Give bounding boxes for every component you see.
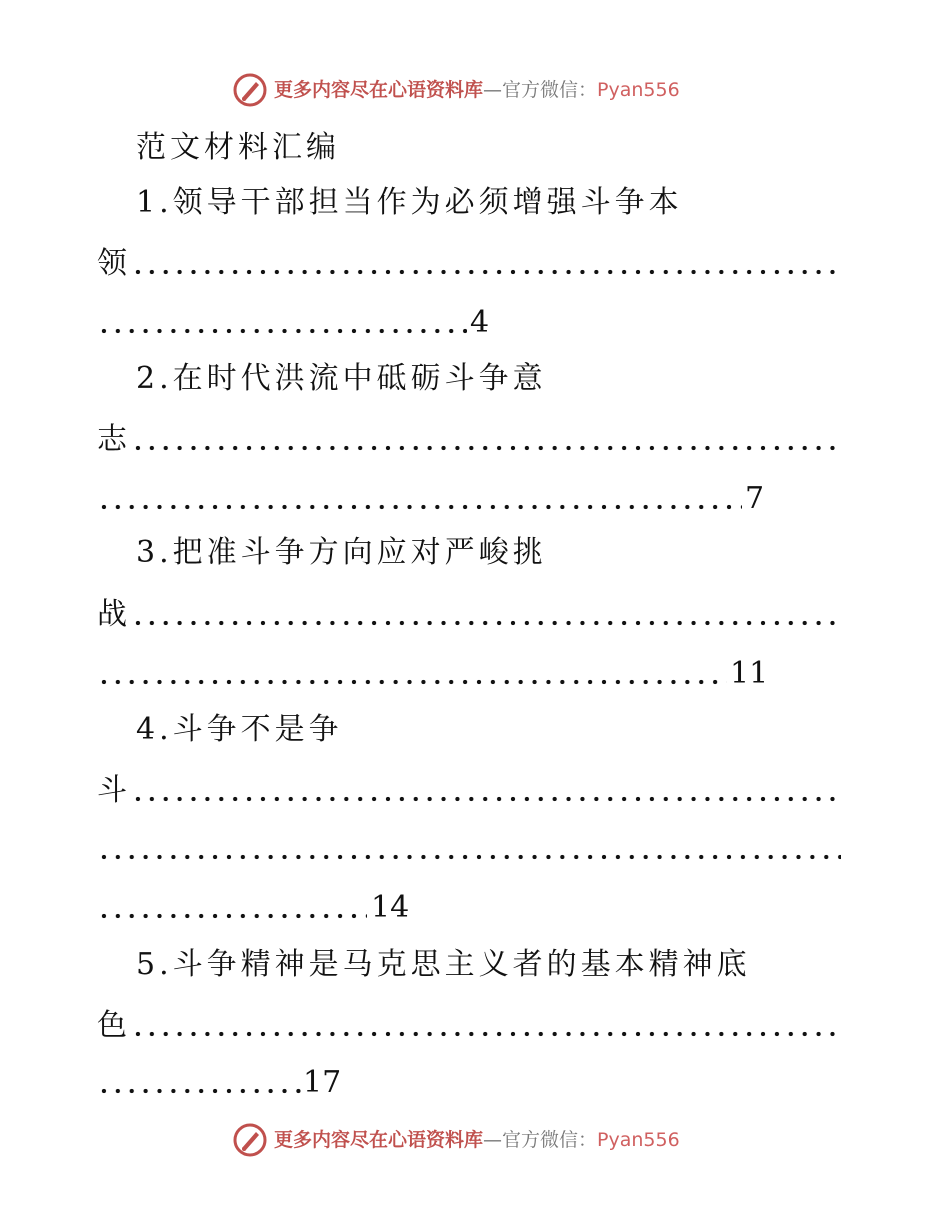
toc-entry-2-heading: 2.在时代洪流中砥砺斗争意 xyxy=(136,361,547,396)
toc-entry-3-heading: 3.把准斗争方向应对严峻挑 xyxy=(136,535,547,570)
toc-leader-dots xyxy=(131,619,841,627)
toc-entry-4-page: 14 xyxy=(371,890,410,925)
toc-entry-2-page: 7 xyxy=(745,481,765,516)
toc-entry-5-heading: 5.斗争精神是马克思主义者的基本精神底 xyxy=(136,947,751,982)
toc-entry-5-lead: 色 xyxy=(97,1008,131,1043)
toc-leader-dots xyxy=(131,444,841,452)
toc-leader-dots xyxy=(131,795,841,803)
toc-leader-dots xyxy=(131,1030,841,1038)
toc-entry-3-page: 11 xyxy=(730,656,769,691)
toc-entry-4-lead: 斗 xyxy=(97,773,131,808)
toc-entry-3-lead: 战 xyxy=(97,597,131,632)
toc-entry-1-page: 4 xyxy=(470,305,490,340)
toc-entry-1-heading: 1.领导干部担当作为必须增强斗争本 xyxy=(136,185,683,220)
toc-leader-dots xyxy=(97,1087,302,1095)
toc-entry-1-lead: 领 xyxy=(97,246,131,281)
pen-seal-icon xyxy=(232,1122,268,1158)
toc-leader-dots xyxy=(97,678,727,686)
toc-entry-2-lead: 志 xyxy=(97,422,131,457)
pen-seal-icon xyxy=(232,72,268,108)
toc-leader-dots xyxy=(97,912,367,920)
toc-leader-dots xyxy=(131,268,841,276)
footer-banner-text: 更多内容尽在心语资料库—官方微信：Pyan556 xyxy=(274,1129,680,1151)
toc-leader-dots xyxy=(97,327,467,335)
footer-banner xyxy=(0,1120,950,1160)
toc-leader-dots xyxy=(97,853,841,861)
document-title: 范文材料汇编 xyxy=(136,130,340,165)
toc-leader-dots xyxy=(97,503,742,511)
header-banner-text: 更多内容尽在心语资料库—官方微信：Pyan556 xyxy=(274,79,680,101)
toc-entry-4-heading: 4.斗争不是争 xyxy=(136,712,343,747)
header-banner xyxy=(0,70,950,110)
toc-entry-5-page: 17 xyxy=(303,1065,342,1100)
